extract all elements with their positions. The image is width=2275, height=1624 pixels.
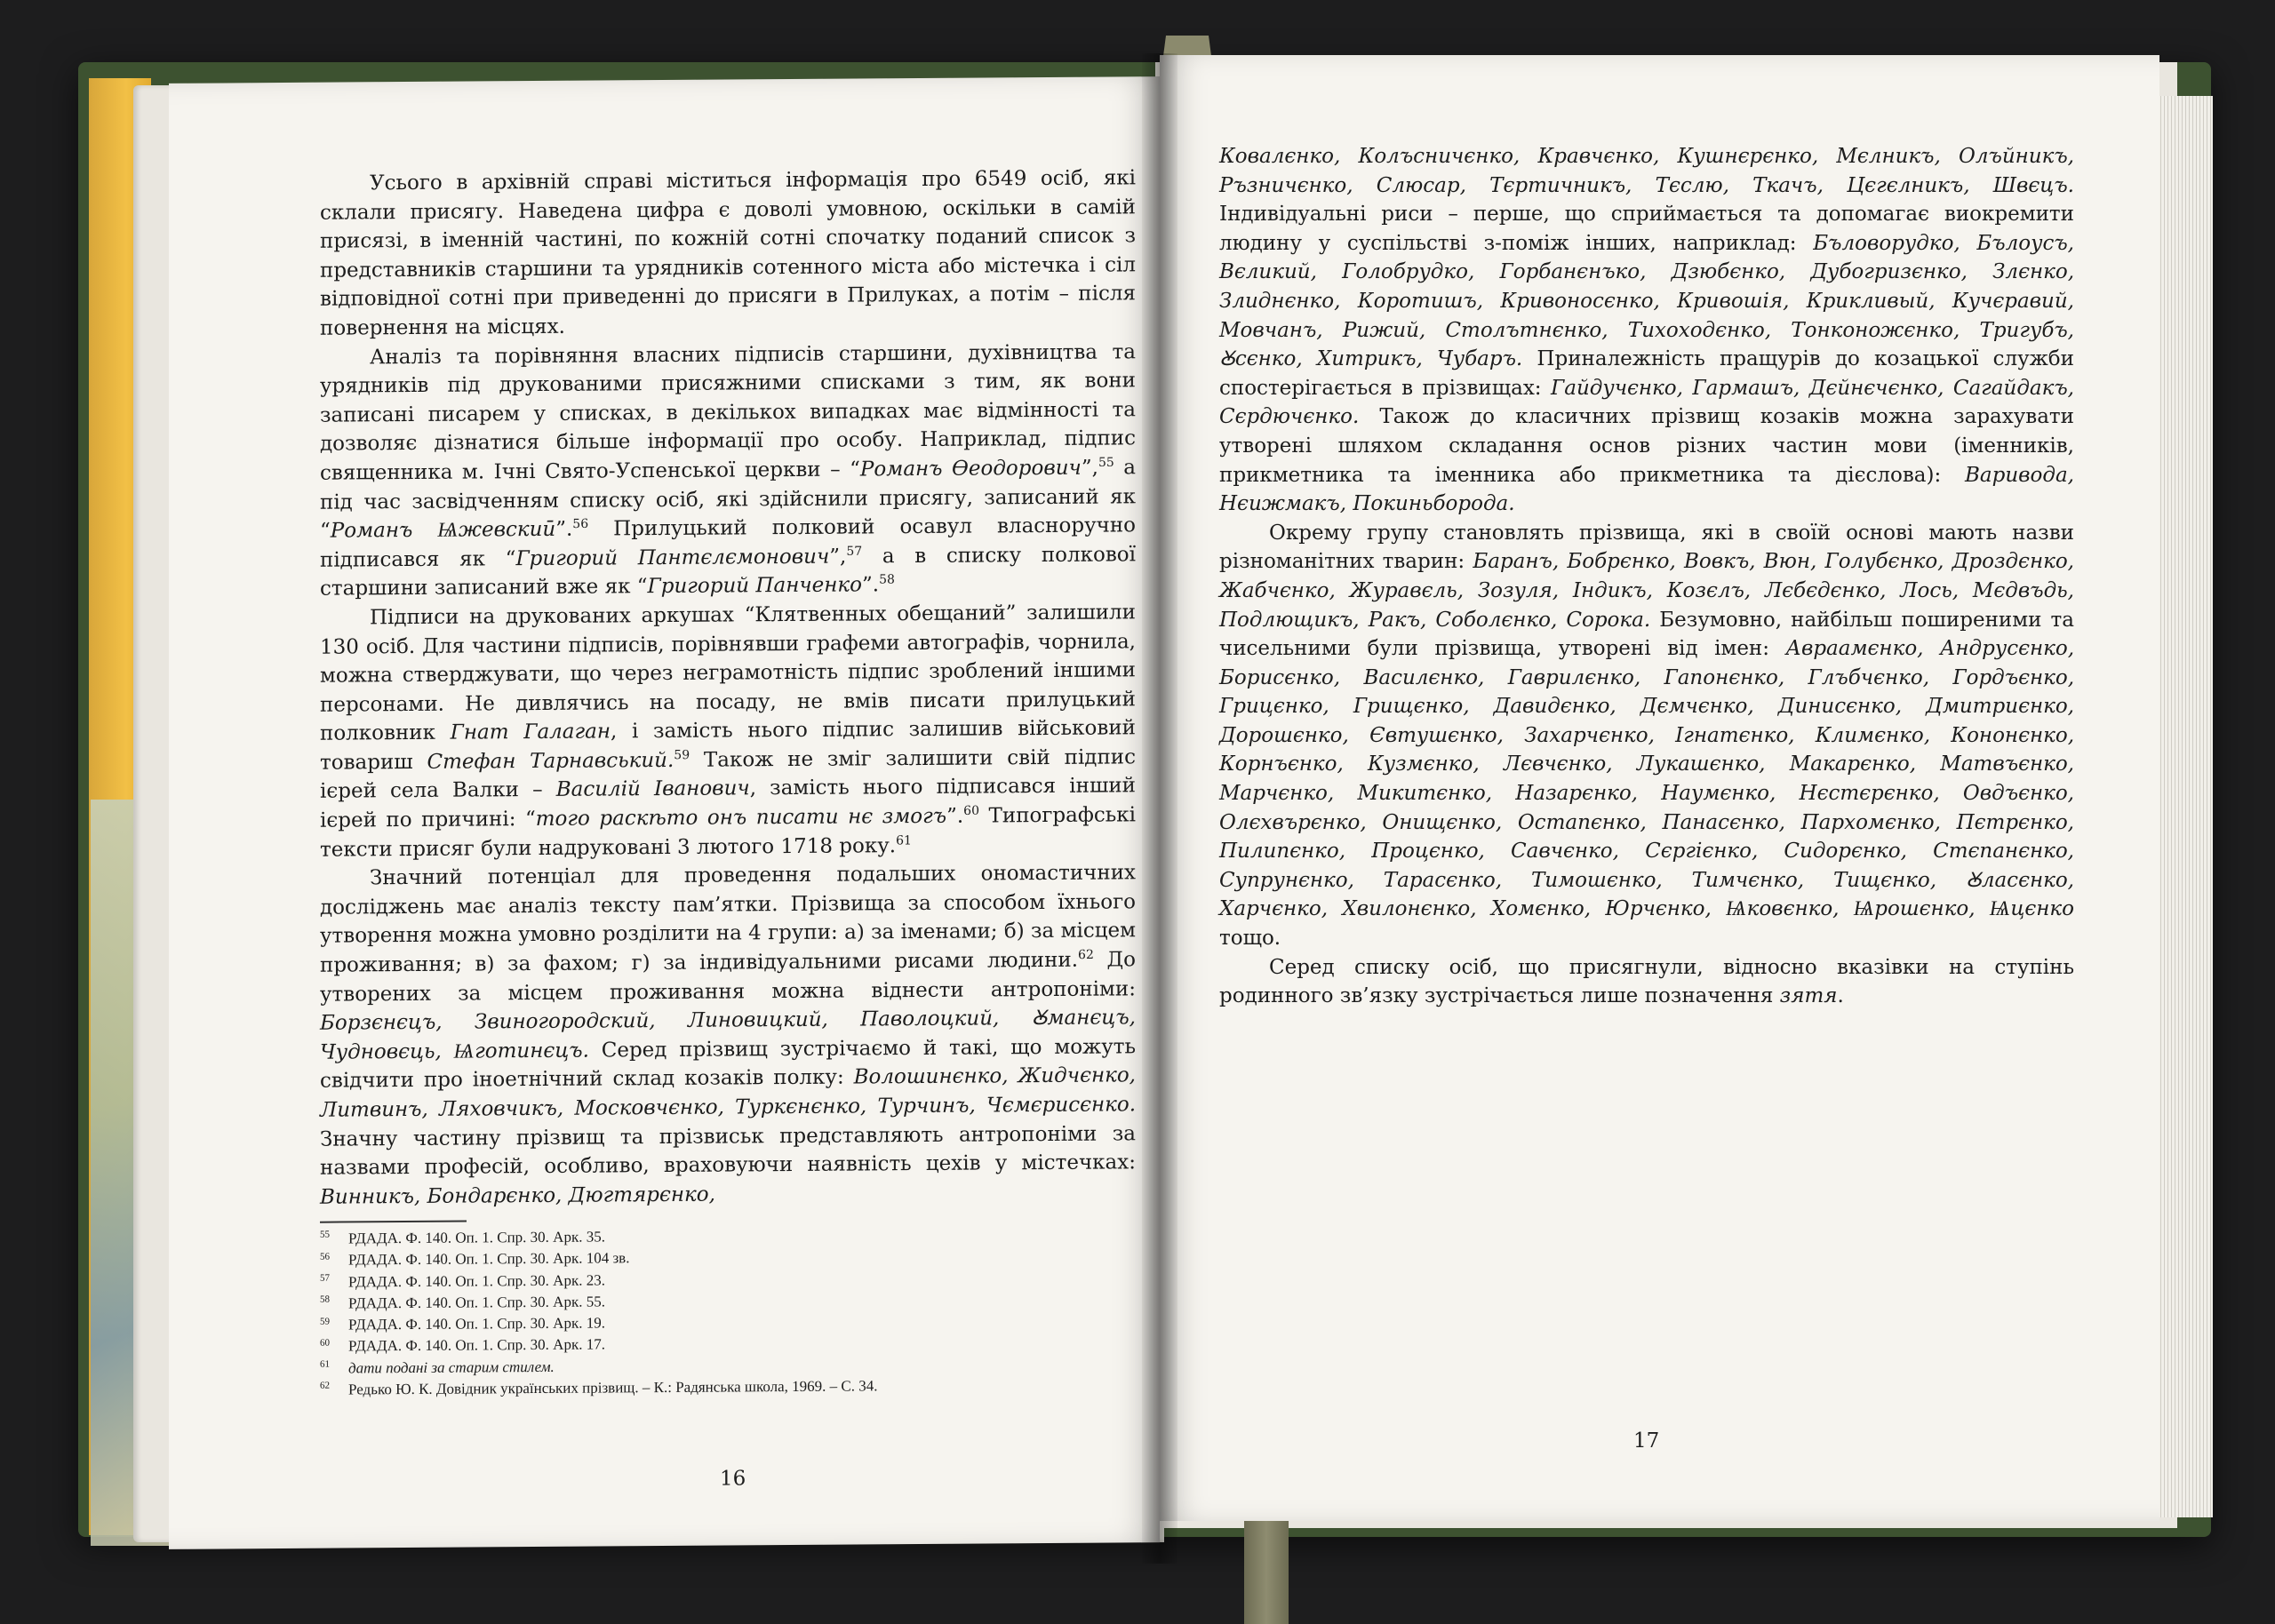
text-run: Приналежність пращурів до козацької служби спостерігається в прізвищах: bbox=[1219, 347, 2074, 400]
footnote-ref: 56 bbox=[572, 517, 589, 532]
text-run: , замість нього підписався інший ієрей по причині: “ bbox=[320, 774, 1136, 832]
bookmark-ribbon bbox=[1244, 1521, 1289, 1624]
footnote-ref: 58 bbox=[879, 572, 895, 587]
text-run: ”. bbox=[862, 573, 880, 597]
text-run: Аналіз та порівняння власних підписів старшини, духівництва та урядників під друкованими присяжними списками з тим, як вони записані писарем у списках, в декількох випадках має відмінності та дозволяє дізнатися більше інформації про особу. Наприклад, підпис священника м. Ічні Свято-Успенської церкви – “ bbox=[320, 339, 1136, 485]
left-page-body bbox=[320, 163, 1136, 1212]
italic-run: Григорий Панченко bbox=[647, 573, 862, 599]
text-run: Прилуцький полковий осавул власноручно підписався як “ bbox=[320, 513, 1137, 572]
text-run: До утворених за місцем проживання можна віднести антропоніми: bbox=[320, 948, 1136, 1007]
italic-run: Волошинєнко, Жидчєнко, Литвинъ, Ляховчикъ, Московчєнко, Туркєнєнко, Турчинъ, Чємєрисєнко. bbox=[320, 1063, 1136, 1122]
italic-run: Романъ Ѩжевскиӣ bbox=[330, 517, 556, 543]
text-run: Значну частину прізвищ та прізвиськ представляють антропоніми за назвами професій, особливо, враховуючи наявність цехів у містечках: bbox=[320, 1121, 1136, 1180]
footnote-ref: 55 bbox=[1098, 455, 1114, 470]
text-run: ”, bbox=[1081, 456, 1098, 480]
footnote-text: РДАДА. Ф. 140. Оп. 1. Спр. 30. Арк. 104 зв. bbox=[348, 1249, 630, 1269]
italic-run: Баранъ, Бобрєнко, Вовкъ, Вюн, Голубєнко, Дроздєнко, Жабчєнко, Журавєль, Зозуля, Індикъ, Козєлъ, Лєбєдєнко, Лось, Мєдвъдь, Подлющикъ, Ракъ, Соболєнко, Сорока. bbox=[1219, 550, 2074, 632]
right-page-edges bbox=[2151, 96, 2213, 1517]
text-run: Усього в архівній справі міститься інформація про 6549 осіб, які склали присягу. Наведена цифра є доволі умовною, оскільки в самій присязі, в іменній частині, по кожній сотні спочатку поданий список з представників старшини та урядників сотенного міста або містечка і сіл відповідної сотні при приведенні до присяги в Прилуках, а потім – після повернення на місцях. bbox=[320, 166, 1136, 340]
page-number-right: 17 bbox=[1633, 1429, 1660, 1453]
italic-run: Ковалєнко, Колъсничєнко, Кравчєнко, Кушнєрєнко, Мєлникъ, Олъйникъ, Ръзничєнко, Слюсар, Тєртичникъ, Тєслю, Ткачъ, Цєгєлникъ, Швєцъ. bbox=[1219, 145, 2074, 197]
text-run: Окрему групу становлять прізвища, які в своїй основі мають назви різноманітних тварин: bbox=[1219, 521, 2074, 574]
paragraph bbox=[320, 163, 1136, 343]
footnote-text: РДАДА. Ф. 140. Оп. 1. Спр. 30. Арк. 35. bbox=[348, 1228, 605, 1247]
italic-run: Романъ Ѳеодорович bbox=[859, 456, 1082, 482]
right-page-body bbox=[1219, 142, 2074, 1011]
footnote-ref: 59 bbox=[674, 748, 690, 763]
text-run: , і замість нього підпис залишив військовий товариш bbox=[320, 716, 1136, 775]
paragraph bbox=[1219, 519, 2074, 953]
paragraph bbox=[1219, 142, 2074, 519]
italic-run: Бъловорудко, Бълоусъ, Вєликий, Голобрудко, Горбанєнъко, Дзюбєнко, Дубогризєнко, Злєнко, Злиднєнко, Коротишъ, Кривоносєнко, Кривошія, Крикливый, Кучєравий, Мовчанъ, Рижий, Столътнєнко, Тихоходєнко, Тонконожєнко, Тригубъ, Ꙋсєнко, Хитрикъ, Чубаръ. bbox=[1219, 231, 2074, 371]
left-page bbox=[169, 76, 1160, 1549]
text-run: Типографські тексти присяг були надруковані 3 лютого 1718 року. bbox=[320, 803, 1136, 862]
paragraph bbox=[320, 859, 1136, 1213]
footnote-rule bbox=[320, 1221, 467, 1223]
text-run: Серед списку осіб, що присягнули, відносно вказівки на ступінь родинного зв’язку зустрічається лише позначення bbox=[1219, 955, 2074, 1008]
footnote-text: РДАДА. Ф. 140. Оп. 1. Спр. 30. Арк. 55. bbox=[348, 1293, 605, 1312]
right-page bbox=[1160, 55, 2159, 1521]
italic-run: Гайдучєнко, Гармашъ, Дєйнєчєнко, Сагайдакъ, Сєрдючєнко. bbox=[1219, 376, 2074, 429]
text-run: Серед прізвищ зустрічаємо й такі, що можуть свідчити про іноетнічний склад козаків полку: bbox=[320, 1035, 1136, 1094]
paragraph bbox=[320, 598, 1136, 864]
text-run: Значний потенціал для проведення подальших ономастичних досліджень має аналіз тексту пам’ятки. Прізвища за способом їхнього утворення можна умовно розділити на 4 групи: а) за іменами; б) за місцем проживання; в) за фахом; г) за індивідуальними рисами людини. bbox=[320, 861, 1136, 977]
text-run: Підписи на друкованих аркушах “Клятвенных обещаний” залишили 130 осіб. Для частини підписів, порівнявши графеми автографів, чорнила, можна стверджувати, що через неграмотність підпис зроблений іншими персонами. Не дивлячись на посаду, не вмів писати прилуцький полковник bbox=[320, 601, 1136, 745]
footnote-text: РДАДА. Ф. 140. Оп. 1. Спр. 30. Арк. 23. bbox=[348, 1271, 605, 1291]
italic-run: Винникъ, Бондарєнко, Дюгтярєнко, bbox=[320, 1182, 715, 1209]
italic-run: Стефан Тарнавський. bbox=[427, 748, 675, 774]
footnotes bbox=[320, 1222, 1120, 1401]
text-run: ”, bbox=[829, 545, 847, 569]
text-run: Безумовно, найбільш поширеними та чисельними були прізвища, утворені від імен: bbox=[1219, 608, 2074, 661]
italic-run: Авраамєнко, Андрусєнко, Борисєнко, Василєнко, Гаврилєнко, Гапонєнко, Глъбчєнко, Гордъєнко, Грицєнко, Грищєнко, Давидєнко, Дємчєнко, Динисєнко, Дмитриєнко, Дорошєнко, Євтушєнко, Захарчєнко, Ігнатєнко, Климєнко, Кононєнко, Корнъєнко, Кузмєнко, Лєвчєнко, Лукашєнко, Макарєнко, Матвъєнко, Марчєнко, Микитєнко, Назарєнко, Наумєнко, Нєстєрєнко, Овдъєнко, Олєхвърєнко, Онищєнко, Остапєнко, Панасєнко, Пархомєнко, Пєтрєнко, Пилипєнко, Процєнко, Савчєнко, Сєргієнко, Сидорєнко, Стєпанєнко, Супрунєнко, Тарасєнко, Тимошєнко, Тимчєнко, Тищєнко, Ꙋласєнко, Харчєнко, Хвилонєнко, Хомєнко, Юрчєнко, Ѩковєнко, Ѩрошєнко, Ѩцєнко bbox=[1219, 637, 2075, 921]
text-run: . bbox=[1837, 984, 1844, 1008]
footnote-text: Редько Ю. К. Довідник українських прізвищ. – К.: Радянська школа, 1969. – С. 34. bbox=[348, 1377, 878, 1398]
footnote-ref: 62 bbox=[1078, 948, 1094, 963]
paragraph bbox=[1219, 953, 2074, 1011]
page-number-left: 16 bbox=[720, 1467, 746, 1491]
footnote bbox=[320, 1374, 1120, 1402]
italic-run: того раскѣто онъ писати нє змогъ bbox=[535, 804, 947, 832]
footnote-text: дати подані за старим стилем. bbox=[348, 1357, 555, 1377]
book-gutter bbox=[1142, 53, 1177, 1564]
text-run: ”. bbox=[555, 517, 573, 541]
text-run: а в списку полкової старшини записаний вже як “ bbox=[320, 543, 1136, 601]
italic-run: Борзєнєцъ, Звиногородский, Линовицкий, Паволоцкий, Ꙋманєцъ, Чудновєць, Ѩготинєцъ. bbox=[320, 1006, 1136, 1064]
text-run: ”. bbox=[946, 804, 964, 828]
italic-run: зятя bbox=[1779, 984, 1838, 1008]
italic-run: Гнат Галаган bbox=[450, 720, 611, 744]
paragraph bbox=[320, 338, 1136, 604]
italic-run: Григорий Пантєлємонович bbox=[515, 545, 830, 570]
text-run: Також не зміг залишити свій підпис ієрей села Валки – bbox=[320, 745, 1137, 804]
footnote-ref: 60 bbox=[963, 803, 979, 819]
italic-run: Варивода, Нєижмакъ, Покиньборода. bbox=[1219, 463, 2074, 516]
footnote-ref: 57 bbox=[846, 544, 863, 559]
text-run: а під час засвідченням списку осіб, які здійснили присягу, записаний як “ bbox=[320, 456, 1136, 543]
footnote-text: РДАДА. Ф. 140. Оп. 1. Спр. 30. Арк. 17. bbox=[348, 1335, 605, 1355]
italic-run: Василій Іванович bbox=[555, 776, 750, 802]
text-run: тощо. bbox=[1219, 927, 1281, 951]
footnote-text: РДАДА. Ф. 140. Оп. 1. Спр. 30. Арк. 19. bbox=[348, 1314, 605, 1333]
footnote-ref: 61 bbox=[896, 833, 912, 848]
text-run: Індивідуальні риси – перше, що сприймається та допомагає виокремити людину у суспільстві з-поміж інших, наприклад: bbox=[1219, 203, 2074, 255]
text-run: Також до класичних прізвищ козаків можна зарахувати утворені шляхом складання основ різних частин мови (іменників, прикметника та іменника або прикметника та дієслова): bbox=[1219, 405, 2074, 487]
